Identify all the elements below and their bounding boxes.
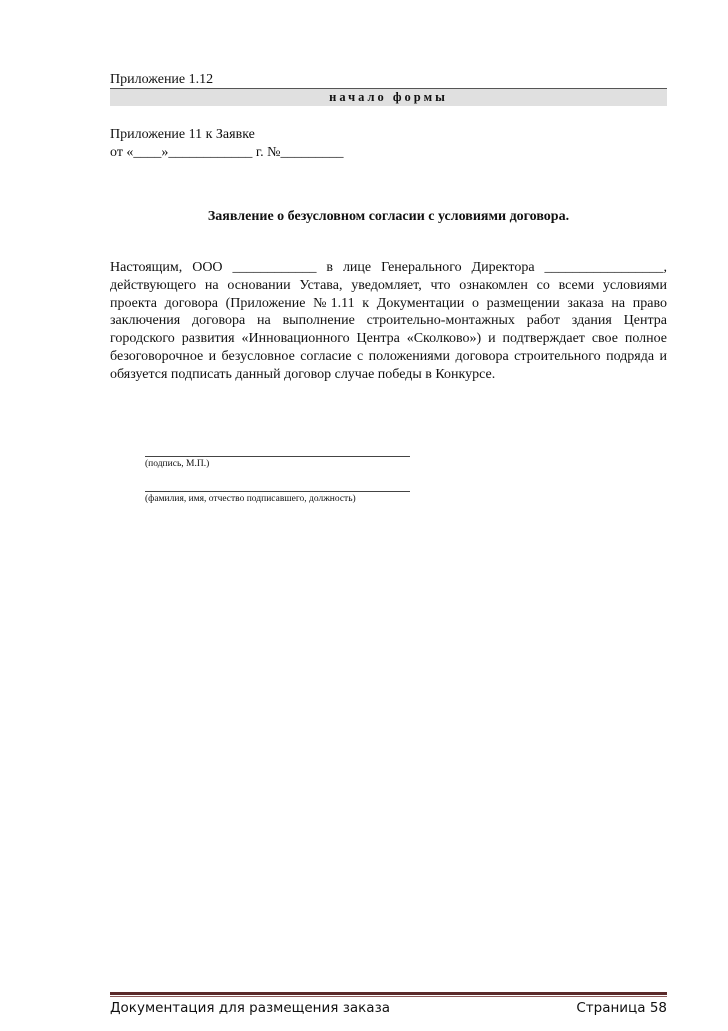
footer-rule-thin <box>110 996 667 997</box>
document-title: Заявление о безусловном согласии с условиями договора. <box>207 209 570 224</box>
signature-line <box>145 456 410 457</box>
footer-rule <box>110 992 667 995</box>
name-position-block <box>145 491 410 505</box>
name-line <box>145 491 410 492</box>
reference-line-1: Приложение 11 к Заявке <box>110 127 255 142</box>
reference-block <box>110 126 343 162</box>
signature-caption: (подпись, М.П.) <box>145 459 210 469</box>
footer-page-number: Страница 58 <box>576 1000 667 1016</box>
form-start-band: начало формы <box>110 89 667 106</box>
reference-line-2: от «____»____________ г. №_________ <box>110 145 344 160</box>
page-footer <box>110 998 667 1018</box>
signature-block <box>145 456 410 470</box>
footer-document-name: Документация для размещения заказа <box>110 1000 391 1016</box>
body-paragraph: Настоящим, ООО ____________ в лице Генерального Директора _________________, действующего на основании Устава, уведомляет, что ознакомлен со всеми условиями проекта договора (Приложение №1.11 к Документации о размещении заказа на право заключения договора на выполнение строительно-монтажных работ здания Центра городского развития «Инновационного Центра «Сколково») и подтверждает свое полное безоговорочное и безусловное согласие с положениями договора строительного подряда и обязуется подписать данный договор случае победы в Конкурсе. <box>110 260 667 382</box>
appendix-label: Приложение 1.12 <box>110 72 214 87</box>
name-caption: (фамилия, имя, отчество подписавшего, должность) <box>145 494 356 504</box>
